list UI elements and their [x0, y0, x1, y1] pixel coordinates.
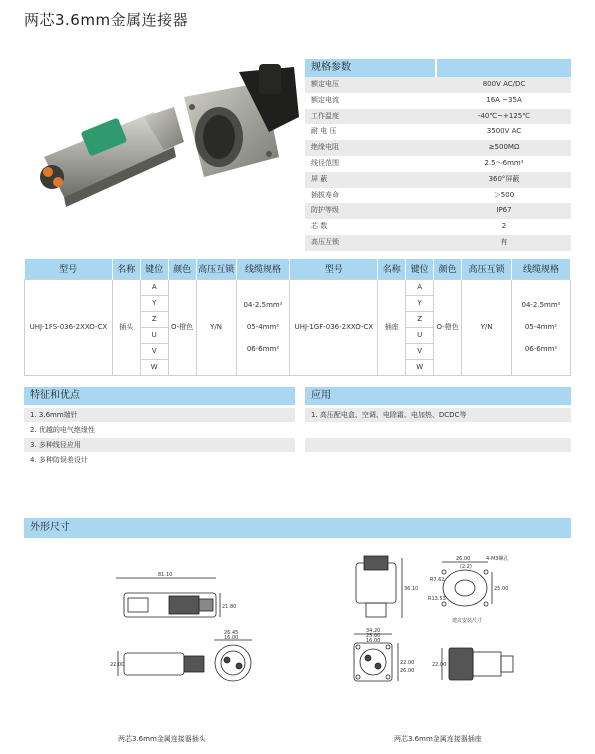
key-position: V: [140, 343, 168, 359]
cable-spec: [236, 279, 290, 375]
dim-mount-w: 26.00: [456, 556, 471, 562]
application-item: 1. 高压配电盒、空调、电除霜、电加热、DCDC等: [305, 408, 571, 422]
plug-caption: 两芯3.6mm金属连接器插头: [118, 735, 206, 743]
key-position: U: [140, 327, 168, 343]
spec-value: ≥500MΩ: [437, 140, 571, 156]
spec-value: 3500V AC: [486, 127, 522, 136]
cable-spec-item: 06-6mm²: [524, 345, 558, 353]
model-number: UHJ-1FS-036-2XXO-CX: [25, 279, 113, 375]
column-header: 高压互锁: [462, 259, 512, 279]
dim-sock-top: 36.10: [404, 586, 419, 592]
column-header: 名称: [378, 259, 406, 279]
key-position: W: [406, 359, 434, 375]
spec-row: [305, 93, 571, 109]
plug-photo: [40, 107, 184, 207]
feature-item: 4. 多种防误差设计: [30, 456, 88, 464]
spec-header: 规格参数: [305, 59, 435, 77]
spec-key: 绝缘电阻: [305, 140, 435, 156]
dim-sock-w2: 25.00: [366, 633, 381, 639]
cable-spec-item: 05-4mm²: [246, 323, 280, 331]
spec-table: [305, 59, 571, 251]
key-position: V: [406, 343, 434, 359]
column-header: 高压互锁: [196, 259, 236, 279]
dim-mount-r2: R13.53: [428, 596, 446, 602]
spec-row: [305, 219, 571, 235]
key-position: A: [406, 279, 434, 295]
dim-sock-h2: 26.00: [400, 668, 415, 674]
spec-row: [305, 77, 571, 93]
features-header: 特征和优点: [24, 387, 295, 405]
spec-key: 插拔寿命: [311, 190, 339, 199]
spec-row: [305, 203, 571, 219]
model-name: 插头: [112, 279, 140, 375]
spec-row: [305, 156, 571, 172]
model-interlock: Y/N: [196, 279, 236, 375]
dim-plug-face-a: 26.45: [224, 630, 239, 636]
column-header: 线缆规格: [236, 259, 290, 279]
product-photo: [24, 62, 302, 232]
spec-row: [305, 109, 571, 125]
column-header: 颜色: [434, 259, 462, 279]
spec-key: 芯 数: [311, 222, 328, 231]
cable-spec-item: 05-4mm²: [524, 323, 558, 331]
dim-sock-h1: 22.00: [400, 660, 415, 666]
page-title: 两芯3.6mm金属连接器: [24, 11, 189, 29]
column-header: 型号: [290, 259, 378, 279]
dim-mount-c: 25.00: [494, 586, 509, 592]
feature-item: 2. 优越的电气绝缘性: [30, 426, 95, 434]
spec-key: 额定电流: [311, 95, 339, 104]
application-empty-row: [305, 438, 571, 452]
dim-sock-side: 22.00: [432, 662, 447, 668]
spec-row: [305, 188, 571, 204]
key-position: Z: [140, 311, 168, 327]
spec-row: [305, 124, 571, 140]
model-color: O-橙色: [168, 279, 196, 375]
spec-key: 屏 蔽: [305, 172, 435, 188]
spec-value: 360°屏蔽: [437, 172, 571, 188]
table-row: [25, 279, 571, 295]
spec-key: 线径范围: [311, 158, 339, 167]
column-header: 型号: [25, 259, 113, 279]
spec-key: 额定电压: [305, 77, 435, 93]
key-position: A: [140, 279, 168, 295]
dim-plug-h: 21.80: [222, 604, 237, 610]
column-header: 名称: [112, 259, 140, 279]
key-position: Y: [406, 295, 434, 311]
key-position: Y: [140, 295, 168, 311]
spec-row: [305, 235, 571, 251]
model-table: [24, 259, 571, 376]
column-header: 键位: [140, 259, 168, 279]
column-header: 键位: [406, 259, 434, 279]
spec-value: 2.5～6mm²: [484, 158, 524, 167]
cable-spec-item: 06-6mm²: [246, 345, 280, 353]
model-number: UHJ-1GF-036-2XXO-CX: [290, 279, 378, 375]
dim-mount-hole: 4-M3螺孔: [486, 556, 509, 562]
spec-key: 防护等级: [305, 203, 435, 219]
socket-caption: 两芯3.6mm金属连接器插座: [394, 735, 482, 743]
dim-plug-len: 81.10: [158, 572, 173, 578]
dim-mount-r1: R7.62: [430, 577, 445, 583]
feature-item: 3. 多种线径应用: [24, 438, 295, 452]
application-empty-row: [305, 423, 571, 437]
key-position: Z: [406, 311, 434, 327]
spec-value: 2: [501, 222, 507, 231]
model-interlock: Y/N: [462, 279, 512, 375]
key-position: W: [140, 359, 168, 375]
cable-spec-item: 04-2.5mm²: [521, 301, 561, 309]
dimensions-header: 外形尺寸: [24, 518, 571, 538]
column-header: 颜色: [168, 259, 196, 279]
feature-item: 1. 3.6mm端针: [24, 408, 295, 422]
spec-value: ＞500: [493, 190, 515, 199]
dim-plug-face-b: 16.00: [224, 635, 239, 641]
spec-key: 耐 电 压: [311, 127, 337, 136]
spec-key: 高压互锁: [305, 235, 435, 251]
dim-plug-side: 22.00: [110, 662, 125, 668]
spec-value: 有: [437, 235, 571, 251]
spec-row: [305, 172, 571, 188]
model-name: 插座: [378, 279, 406, 375]
dim-mount-in: (2.2): [460, 564, 472, 570]
dimension-drawings: [24, 548, 571, 754]
mount-caption: 建议安装尺寸: [452, 618, 483, 624]
spec-value: 800V AC/DC: [437, 77, 571, 93]
dim-sock-w1: 34.20: [366, 628, 381, 634]
key-position: U: [406, 327, 434, 343]
spec-value: IP67: [437, 203, 571, 219]
spec-row: [305, 140, 571, 156]
spec-key: 工作温度: [305, 109, 435, 125]
dim-sock-w3: 16.00: [366, 638, 381, 644]
spec-value: 16A ~35A: [486, 95, 522, 104]
application-header: 应用: [305, 387, 571, 405]
socket-photo: [184, 64, 299, 177]
column-header: 线缆规格: [511, 259, 570, 279]
application-empty-row: [305, 453, 571, 467]
cable-spec: [511, 279, 570, 375]
cable-spec-item: 04-2.5mm²: [243, 301, 283, 309]
spec-value: -40℃~+125℃: [437, 109, 571, 125]
model-color: O-橙色: [434, 279, 462, 375]
